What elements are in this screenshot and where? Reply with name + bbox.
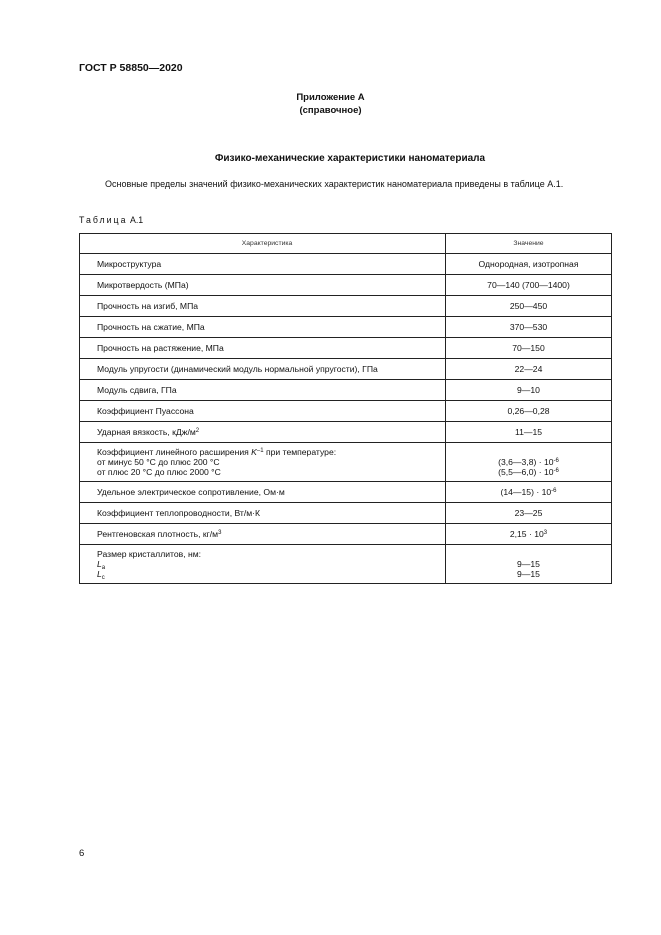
table-row bbox=[80, 317, 612, 338]
resistivity-base: (14—15) · 10 bbox=[500, 487, 552, 497]
crystallite-size-name bbox=[80, 545, 446, 584]
thermal-expansion-values bbox=[446, 443, 612, 482]
table-row bbox=[80, 545, 612, 584]
section-title: Физико-механические характеристики наноматериала bbox=[214, 153, 486, 164]
row-value bbox=[446, 482, 612, 503]
la-sub: a bbox=[101, 565, 106, 571]
table-header-row bbox=[80, 234, 612, 254]
appendix-title: Приложение А bbox=[296, 92, 365, 103]
row-name: Микротвердость (МПа) bbox=[80, 275, 446, 296]
row-value: 70—150 bbox=[446, 338, 612, 359]
thermal-expansion-title bbox=[97, 447, 437, 457]
thermal-title-pre: Коэффициент линейного расширения bbox=[97, 447, 252, 457]
table-row bbox=[80, 443, 612, 482]
row-value: 9—10 bbox=[446, 380, 612, 401]
table-row bbox=[80, 482, 612, 503]
lc-var: L bbox=[97, 569, 102, 579]
thermal-value-1-base: (3,6—3,8) · 10 bbox=[498, 457, 554, 467]
row-name bbox=[80, 524, 446, 545]
row-name: Прочность на изгиб, МПа bbox=[80, 296, 446, 317]
table-caption-number: А.1 bbox=[129, 215, 144, 225]
thermal-value-2-exp: -6 bbox=[553, 468, 559, 474]
row-value: 70—140 (700—1400) bbox=[446, 275, 612, 296]
resistivity-exp: -6 bbox=[551, 488, 557, 494]
thermal-title-var: K bbox=[251, 447, 257, 457]
row-value: 370—530 bbox=[446, 317, 612, 338]
row-name: Коэффициент теплопроводности, Вт/м·К bbox=[80, 503, 446, 524]
density-label: Рентгеновская плотность, кг/м bbox=[97, 529, 219, 539]
row-value: 250—450 bbox=[446, 296, 612, 317]
table-row bbox=[80, 275, 612, 296]
thermal-range-1: от минус 50 °С до плюс 200 °С bbox=[97, 457, 220, 467]
thermal-value-2 bbox=[454, 467, 603, 477]
table-row bbox=[80, 338, 612, 359]
column-header-value: Значение bbox=[446, 234, 612, 254]
density-exp: 3 bbox=[543, 530, 548, 536]
row-value bbox=[446, 524, 612, 545]
table-row bbox=[80, 254, 612, 275]
column-header-characteristic: Характеристика bbox=[80, 234, 446, 254]
lc-sub: c bbox=[101, 575, 105, 581]
table-caption bbox=[79, 215, 143, 225]
page-number: 6 bbox=[79, 848, 85, 859]
impact-strength-label: Ударная вязкость, кДж/м bbox=[97, 427, 196, 437]
crystallite-size-values bbox=[446, 545, 612, 584]
row-name: Модуль упругости (динамический модуль нормальной упругости), ГПа bbox=[80, 359, 446, 380]
row-value: 11—15 bbox=[446, 422, 612, 443]
thermal-value-1-exp: -6 bbox=[553, 458, 559, 464]
crystallite-la-value: 9—15 bbox=[517, 559, 540, 569]
crystallite-la bbox=[97, 559, 437, 569]
thermal-title-post: при температуре: bbox=[263, 447, 337, 457]
crystallite-lc-value: 9—15 bbox=[517, 569, 540, 579]
row-name: Модуль сдвига, ГПа bbox=[80, 380, 446, 401]
row-name: Прочность на сжатие, МПа bbox=[80, 317, 446, 338]
intro-paragraph: Основные пределы значений физико-механических характеристик наноматериала приведены в таблице А.1. bbox=[105, 179, 564, 189]
row-value: Однородная, изотропная bbox=[446, 254, 612, 275]
table-caption-word: Таблица bbox=[79, 215, 128, 225]
thermal-title-sup: –1 bbox=[256, 448, 264, 454]
row-name: Прочность на растяжение, МПа bbox=[80, 338, 446, 359]
table-row bbox=[80, 380, 612, 401]
la-var: L bbox=[97, 559, 102, 569]
row-name: Коэффициент Пуассона bbox=[80, 401, 446, 422]
crystallite-lc bbox=[97, 569, 437, 579]
table-row bbox=[80, 359, 612, 380]
thermal-expansion-name bbox=[80, 443, 446, 482]
thermal-value-2-base: (5,5—6,0) · 10 bbox=[498, 467, 554, 477]
thermal-value-1 bbox=[454, 457, 603, 467]
table-row bbox=[80, 401, 612, 422]
row-name: Удельное электрическое сопротивление, Ом·м bbox=[80, 482, 446, 503]
table-row bbox=[80, 296, 612, 317]
row-value: 22—24 bbox=[446, 359, 612, 380]
unit-superscript: 2 bbox=[195, 428, 200, 434]
row-value: 23—25 bbox=[446, 503, 612, 524]
row-name bbox=[80, 422, 446, 443]
row-name: Микроструктура bbox=[80, 254, 446, 275]
table-row bbox=[80, 524, 612, 545]
table-row bbox=[80, 503, 612, 524]
density-unit-sup: 3 bbox=[218, 530, 222, 536]
crystallite-size-title: Размер кристаллитов, нм: bbox=[97, 549, 202, 559]
thermal-range-2: от плюс 20 °С до плюс 2000 °С bbox=[97, 467, 221, 477]
density-base: 2,15 · 10 bbox=[509, 529, 544, 539]
appendix-subtitle: (справочное) bbox=[299, 105, 362, 116]
standard-number: ГОСТ Р 58850—2020 bbox=[79, 62, 183, 74]
row-value: 0,26—0,28 bbox=[446, 401, 612, 422]
characteristics-table bbox=[79, 233, 612, 584]
table-row bbox=[80, 422, 612, 443]
